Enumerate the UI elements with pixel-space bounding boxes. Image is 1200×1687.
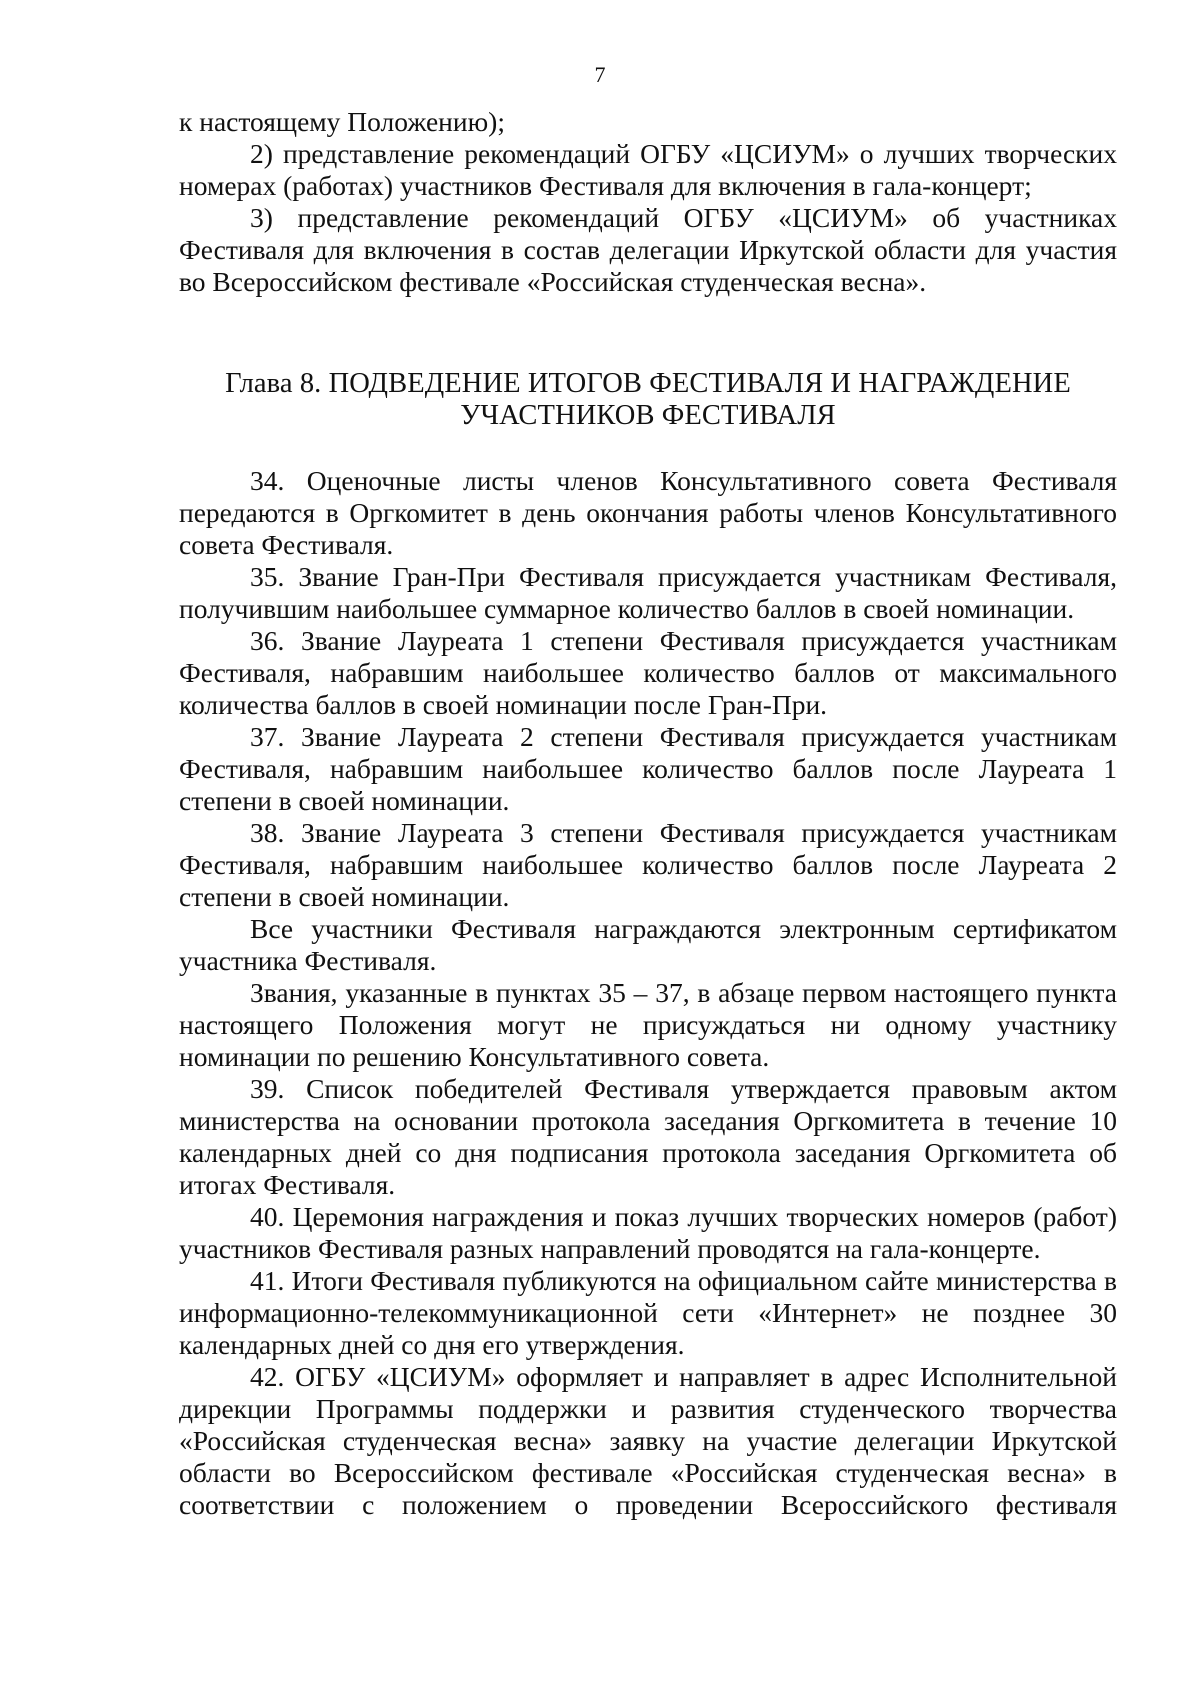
intro-paragraph-3: 3) представление рекомендаций ОГБУ «ЦСИУМ» об участниках Фестиваля для включения в состав делегации Иркутской области для участия во Всероссийском фестивале «Российская студенческая весна». — [179, 202, 1117, 297]
paragraph-titles-note: Звания, указанные в пунктах 35 – 37, в абзаце первом настоящего пункта настоящего Положения могут не присуждаться ни одному участнику номинации по решению Консультативного совета. — [179, 977, 1117, 1072]
intro-paragraph-2: 2) представление рекомендаций ОГБУ «ЦСИУМ» о лучших творческих номерах (работах) участников Фестиваля для включения в гала-концерт; — [179, 138, 1117, 201]
intro-paragraph-1: к настоящему Положению); — [179, 106, 505, 137]
document-body — [179, 106, 1117, 1521]
paragraph-37: 37. Звание Лауреата 2 степени Фестиваля присуждается участникам Фестиваля, набравшим наибольшее количество баллов после Лауреата 1 степени в своей номинации. — [179, 721, 1117, 816]
paragraph-42: 42. ОГБУ «ЦСИУМ» оформляет и направляет в адрес Исполнительной дирекции Программы поддержки и развития студенческого творчества «Российская студенческая весна» заявку на участие делегации Иркутской области во Всероссийском фестивале «Российская студенческая весна» в соответствии с положением о проведении Всероссийского фестиваля — [179, 1361, 1117, 1520]
page-number: 7 — [594, 62, 606, 87]
paragraph-36: 36. Звание Лауреата 1 степени Фестиваля присуждается участникам Фестиваля, набравшим наибольшее количество баллов от максимального количества баллов в своей номинации после Гран-При. — [179, 625, 1117, 720]
chapter-title-line-2: УЧАСТНИКОВ ФЕСТИВАЛЯ — [460, 400, 836, 431]
paragraph-41: 41. Итоги Фестиваля публикуются на официальном сайте министерства в информационно-телекоммуникационной сети «Интернет» не позднее 30 календарных дней со дня его утверждения. — [179, 1265, 1117, 1360]
chapter-heading — [179, 368, 1117, 432]
paragraph-certificates: Все участники Фестиваля награждаются электронным сертификатом участника Фестиваля. — [179, 913, 1117, 976]
chapter-title-line-1: Глава 8. ПОДВЕДЕНИЕ ИТОГОВ ФЕСТИВАЛЯ И НАГРАЖДЕНИЕ — [225, 368, 1071, 399]
paragraph-38: 38. Звание Лауреата 3 степени Фестиваля присуждается участникам Фестиваля, набравшим наибольшее количество баллов после Лауреата 2 степени в своей номинации. — [179, 817, 1117, 912]
paragraph-39: 39. Список победителей Фестиваля утверждается правовым актом министерства на основании протокола заседания Оргкомитета в течение 10 календарных дней со дня подписания протокола заседания Оргкомитета об итогах Фестиваля. — [179, 1073, 1117, 1200]
paragraph-34: 34. Оценочные листы членов Консультативного совета Фестиваля передаются в Оргкомитет в день окончания работы членов Консультативного совета Фестиваля. — [179, 465, 1117, 560]
paragraph-35: 35. Звание Гран-При Фестиваля присуждается участникам Фестиваля, получившим наибольшее суммарное количество баллов в своей номинации. — [179, 561, 1117, 624]
paragraph-40: 40. Церемония награждения и показ лучших творческих номеров (работ) участников Фестиваля разных направлений проводятся на гала-концерте. — [179, 1201, 1117, 1264]
